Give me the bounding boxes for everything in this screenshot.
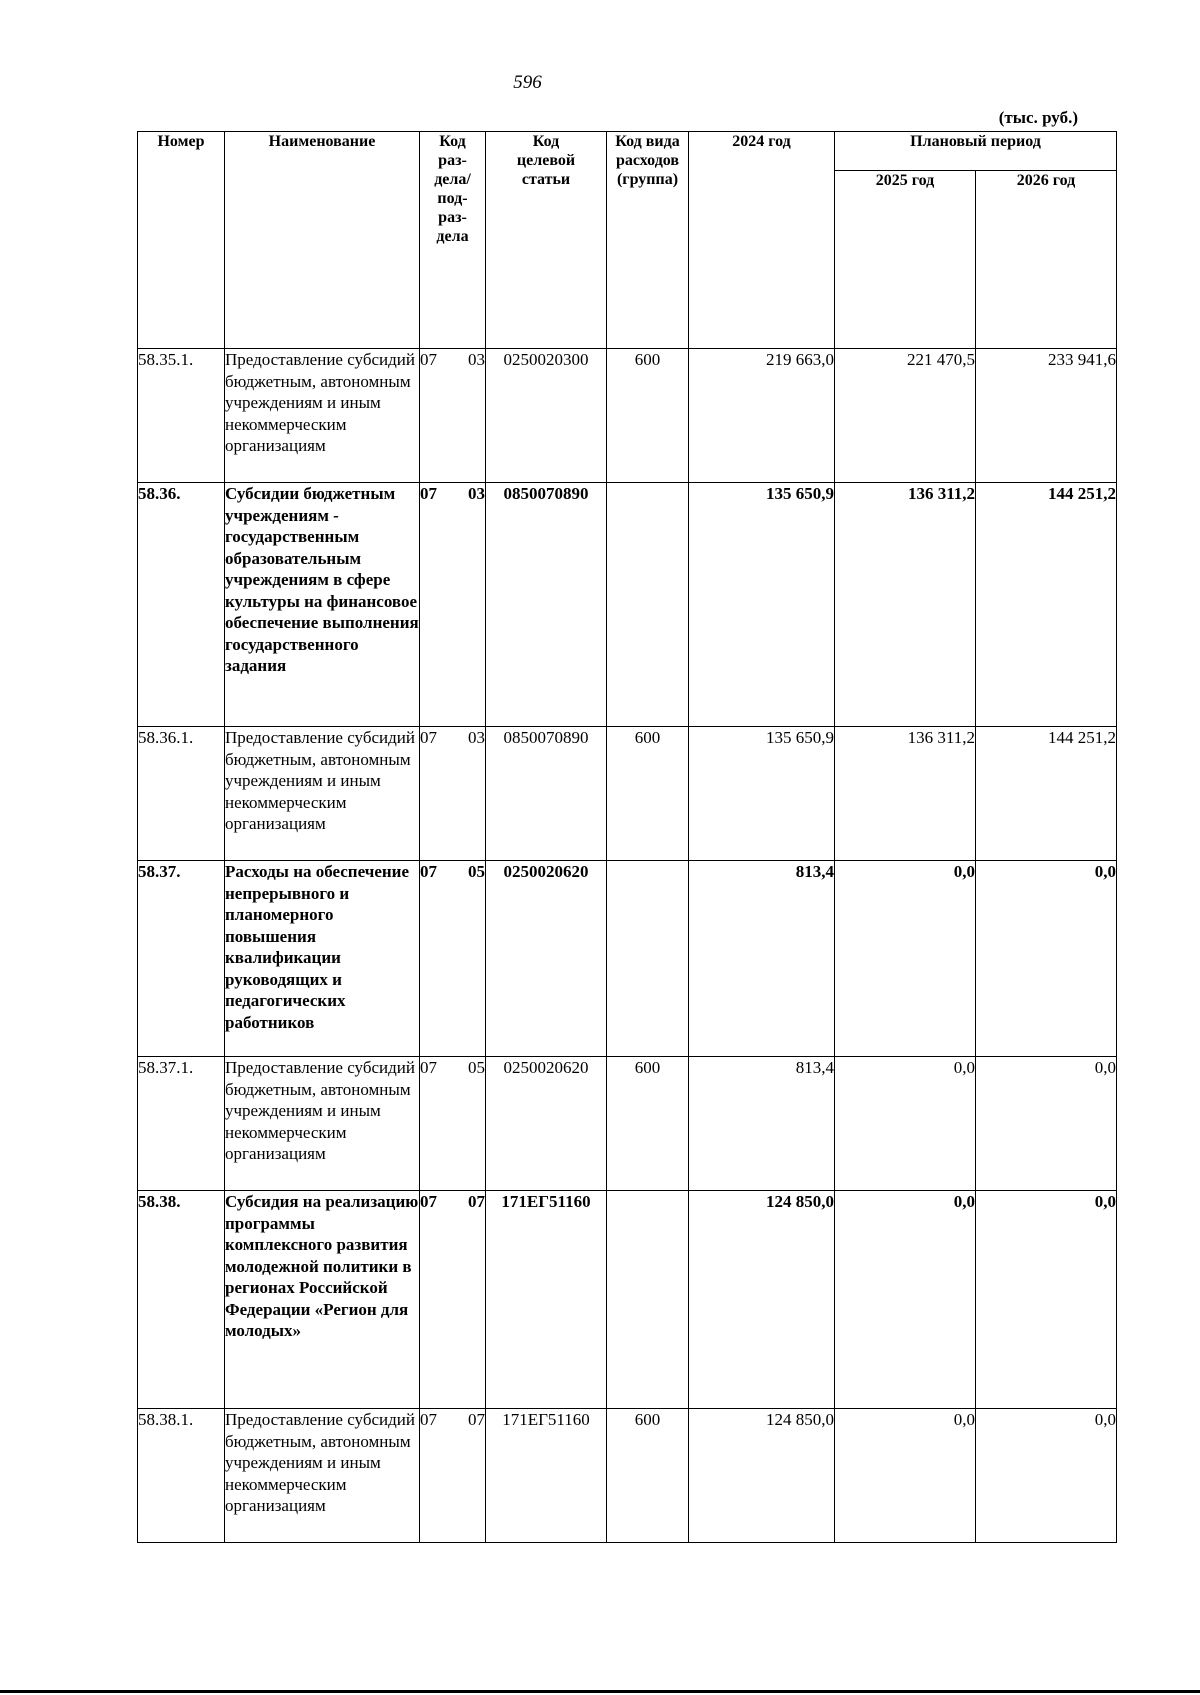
row-number: 58.38.	[138, 1191, 225, 1409]
row-target-code: 0850070890	[486, 483, 607, 727]
row-name: Субсидии бюджетным учреждениям - государственным образовательным учреждениям в сфере культуры на финансовое обеспечение выполнения государственного задания	[225, 483, 420, 727]
row-target-code: 0250020620	[486, 861, 607, 1057]
row-target-code: 0850070890	[486, 727, 607, 861]
row-amount-2025: 136 311,2	[835, 727, 976, 861]
row-amount-2024: 135 650,9	[689, 727, 835, 861]
row-expense-kind	[607, 483, 689, 727]
row-amount-2026: 144 251,2	[976, 727, 1117, 861]
page-number: 596	[513, 72, 542, 93]
row-name: Расходы на обеспечение непрерывного и планомерного повышения квалификации руководящих и педагогических работников	[225, 861, 420, 1057]
row-target-code: 0250020300	[486, 349, 607, 483]
table-row	[138, 1057, 1117, 1191]
row-number: 58.36.1.	[138, 727, 225, 861]
row-section: 07	[420, 349, 453, 483]
header-name: Наименование	[225, 132, 420, 349]
row-target-code: 171ЕГ51160	[486, 1409, 607, 1543]
row-subsection: 07	[453, 1191, 486, 1409]
header-expense-kind: Код вида расходов (группа)	[607, 132, 689, 349]
table-body	[138, 349, 1117, 1543]
header-2024: 2024 год	[689, 132, 835, 349]
row-subsection: 03	[453, 483, 486, 727]
row-amount-2025: 136 311,2	[835, 483, 976, 727]
row-subsection: 07	[453, 1409, 486, 1543]
row-amount-2026: 144 251,2	[976, 483, 1117, 727]
page-bottom-border	[0, 1690, 1200, 1693]
row-section: 07	[420, 727, 453, 861]
row-section: 07	[420, 1409, 453, 1543]
row-amount-2026: 0,0	[976, 861, 1117, 1057]
row-target-code: 171ЕГ51160	[486, 1191, 607, 1409]
row-amount-2024: 124 850,0	[689, 1409, 835, 1543]
budget-table	[137, 131, 1117, 1543]
row-number: 58.35.1.	[138, 349, 225, 483]
row-section: 07	[420, 1191, 453, 1409]
row-subsection: 03	[453, 349, 486, 483]
row-name: Субсидия на реализацию программы комплексного развития молодежной политики в регионах Российской Федерации «Регион для молодых»	[225, 1191, 420, 1409]
row-amount-2024: 135 650,9	[689, 483, 835, 727]
row-name: Предоставление субсидий бюджетным, автономным учреждениям и иным некоммерческим организациям	[225, 1057, 420, 1191]
row-section: 07	[420, 861, 453, 1057]
row-amount-2025: 0,0	[835, 1409, 976, 1543]
row-number: 58.37.	[138, 861, 225, 1057]
row-section: 07	[420, 483, 453, 727]
row-amount-2024: 124 850,0	[689, 1191, 835, 1409]
row-amount-2025: 0,0	[835, 861, 976, 1057]
row-number: 58.38.1.	[138, 1409, 225, 1543]
header-planned-period: Плановый период	[835, 132, 1117, 171]
row-amount-2026: 0,0	[976, 1057, 1117, 1191]
row-expense-kind: 600	[607, 349, 689, 483]
header-2026: 2026 год	[976, 171, 1117, 349]
row-expense-kind: 600	[607, 1057, 689, 1191]
table-row	[138, 1409, 1117, 1543]
row-amount-2025: 221 470,5	[835, 349, 976, 483]
row-amount-2024: 219 663,0	[689, 349, 835, 483]
units-label: (тыс. руб.)	[998, 108, 1078, 127]
header-2025: 2025 год	[835, 171, 976, 349]
table-row	[138, 861, 1117, 1057]
table-row	[138, 349, 1117, 483]
row-section: 07	[420, 1057, 453, 1191]
row-name: Предоставление субсидий бюджетным, автономным учреждениям и иным некоммерческим организациям	[225, 727, 420, 861]
row-amount-2025: 0,0	[835, 1191, 976, 1409]
row-amount-2026: 233 941,6	[976, 349, 1117, 483]
row-amount-2024: 813,4	[689, 861, 835, 1057]
row-subsection: 05	[453, 1057, 486, 1191]
row-amount-2026: 0,0	[976, 1409, 1117, 1543]
row-amount-2024: 813,4	[689, 1057, 835, 1191]
row-name: Предоставление субсидий бюджетным, автономным учреждениям и иным некоммерческим организациям	[225, 1409, 420, 1543]
table-row	[138, 1191, 1117, 1409]
row-number: 58.36.	[138, 483, 225, 727]
table-row	[138, 483, 1117, 727]
row-expense-kind: 600	[607, 727, 689, 861]
row-expense-kind	[607, 1191, 689, 1409]
row-name: Предоставление субсидий бюджетным, автономным учреждениям и иным некоммерческим организациям	[225, 349, 420, 483]
row-subsection: 03	[453, 727, 486, 861]
header-section: Код раз- дела/ под- раз- дела	[420, 132, 486, 349]
row-expense-kind: 600	[607, 1409, 689, 1543]
table-row	[138, 727, 1117, 861]
row-subsection: 05	[453, 861, 486, 1057]
header-number: Номер	[138, 132, 225, 349]
row-amount-2025: 0,0	[835, 1057, 976, 1191]
header-target: Код целевой статьи	[486, 132, 607, 349]
row-expense-kind	[607, 861, 689, 1057]
row-amount-2026: 0,0	[976, 1191, 1117, 1409]
row-number: 58.37.1.	[138, 1057, 225, 1191]
row-target-code: 0250020620	[486, 1057, 607, 1191]
